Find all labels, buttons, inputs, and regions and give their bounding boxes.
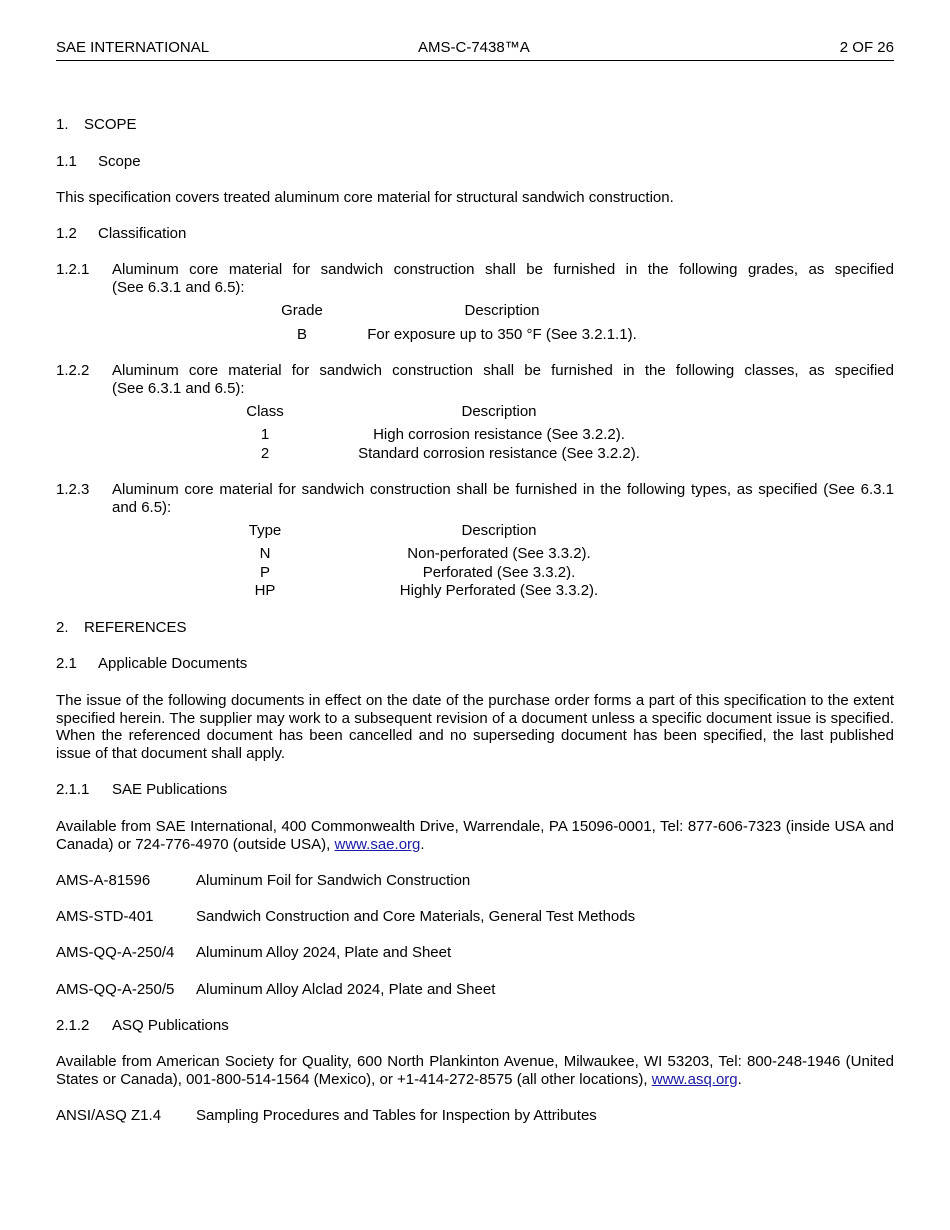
page-header xyxy=(56,38,894,61)
section-1-2-title: Classification xyxy=(98,225,187,242)
class-table-cell: High corrosion resistance (See 3.2.2). xyxy=(373,426,625,443)
type-table-header-col2: Description xyxy=(461,522,537,539)
reference-title: Sampling Procedures and Tables for Inspection by Attributes xyxy=(196,1107,597,1124)
reference-code: AMS-STD-401 xyxy=(56,908,154,925)
section-2-title: REFERENCES xyxy=(84,619,187,636)
section-1-2-3-line2: and 6.5): xyxy=(112,499,172,516)
sae-website-link[interactable]: www.sae.org xyxy=(334,835,421,853)
reference-code: ANSI/ASQ Z1.4 xyxy=(56,1107,162,1124)
section-1-2-2-number: 1.2.2 xyxy=(56,362,90,379)
grade-table-cell: For exposure up to 350 °F (See 3.2.1.1). xyxy=(367,326,637,343)
grade-table-header-col2: Description xyxy=(464,302,540,319)
header-document-id: AMS-C-7438™A xyxy=(418,39,530,56)
section-1-title: SCOPE xyxy=(84,116,137,133)
section-1-number: 1. xyxy=(56,116,69,133)
reference-code: AMS-A-81596 xyxy=(56,872,151,889)
section-1-2-1-line2: (See 6.3.1 and 6.5): xyxy=(112,279,245,296)
reference-code: AMS-QQ-A-250/5 xyxy=(56,981,175,998)
reference-title: Aluminum Alloy 2024, Plate and Sheet xyxy=(196,944,452,961)
section-1-2-1-number: 1.2.1 xyxy=(56,261,90,278)
type-table-cell: Non-perforated (See 3.3.2). xyxy=(407,545,591,562)
section-2-1-title: Applicable Documents xyxy=(98,655,248,672)
section-2-1-1-number: 2.1.1 xyxy=(56,781,90,798)
section-2-1-2-text xyxy=(56,1053,894,1088)
section-2-1-text: The issue of the following documents in effect on the date of the purchase order forms a part of this specification to the extent specified herein. The supplier may work to a subsequent revision of a document unless a specific document issue is specified. When the referenced document has been cancelled and no superseding document has been specified, the last published issue of that document shall apply. xyxy=(56,692,894,762)
reference-title: Aluminum Alloy Alclad 2024, Plate and Sheet xyxy=(196,981,496,998)
asq-availability-end: . xyxy=(737,1070,742,1088)
section-1-2-3-number: 1.2.3 xyxy=(56,481,90,498)
sae-availability-end: . xyxy=(420,835,425,853)
type-table-cell: P xyxy=(259,564,270,581)
asq-website-link[interactable]: www.asq.org xyxy=(651,1070,738,1088)
type-table-header-col1: Type xyxy=(248,522,282,539)
section-2-1-1-title: SAE Publications xyxy=(112,781,228,798)
grade-table-header-col1: Grade xyxy=(281,302,323,319)
type-table-cell: HP xyxy=(254,582,276,599)
class-table-cell: 2 xyxy=(260,445,270,462)
reference-title: Sandwich Construction and Core Materials, General Test Methods xyxy=(196,908,636,925)
class-table-header-col1: Class xyxy=(246,403,284,420)
section-2-number: 2. xyxy=(56,619,69,636)
reference-code: AMS-QQ-A-250/4 xyxy=(56,944,175,961)
type-table-cell: N xyxy=(259,545,271,562)
section-1-2-3-line1: Aluminum core material for sandwich construction shall be furnished in the following types, as specified (See 6.3.1 xyxy=(112,481,894,498)
section-2-1-number: 2.1 xyxy=(56,655,77,672)
section-2-1-2-number: 2.1.2 xyxy=(56,1017,90,1034)
class-table-cell: 1 xyxy=(260,426,270,443)
section-1-1-text: This specification covers treated aluminum core material for structural sandwich construction. xyxy=(56,189,674,206)
section-1-2-1-line1: Aluminum core material for sandwich construction shall be furnished in the following grades, as specified xyxy=(112,261,894,278)
sae-availability-text: Available from SAE International, 400 Commonwealth Drive, Warrendale, PA 15096-0001, Tel: 877-606-7323 (inside USA and Canada) or 724-776-4970 (outside USA), xyxy=(56,818,894,853)
reference-title: Aluminum Foil for Sandwich Construction xyxy=(196,872,471,889)
class-table-cell: Standard corrosion resistance (See 3.2.2). xyxy=(358,445,640,462)
section-1-1-title: Scope xyxy=(98,153,141,170)
type-table-cell: Perforated (See 3.3.2). xyxy=(422,564,576,581)
section-1-2-2-line2: (See 6.3.1 and 6.5): xyxy=(112,380,245,397)
section-1-2-2-line1: Aluminum core material for sandwich construction shall be furnished in the following classes, as specified xyxy=(112,362,894,379)
header-organization: SAE INTERNATIONAL xyxy=(56,39,210,56)
class-table-header-col2: Description xyxy=(461,403,537,420)
section-2-1-1-text xyxy=(56,818,894,853)
section-2-1-2-title: ASQ Publications xyxy=(112,1017,229,1034)
asq-availability-text: Available from American Society for Quality, 600 North Plankinton Avenue, Milwaukee, WI 53203, Tel: 800-248-1946 (United States or Canada), 001-800-514-1564 (Mexico), or +1-414-272-8575 (all other locations), xyxy=(56,1053,894,1088)
header-page-number: 2 OF 26 xyxy=(839,39,894,56)
section-1-2-number: 1.2 xyxy=(56,225,77,242)
type-table-cell: Highly Perforated (See 3.3.2). xyxy=(399,582,599,599)
section-1-1-number: 1.1 xyxy=(56,153,77,170)
grade-table-cell: B xyxy=(296,326,307,343)
